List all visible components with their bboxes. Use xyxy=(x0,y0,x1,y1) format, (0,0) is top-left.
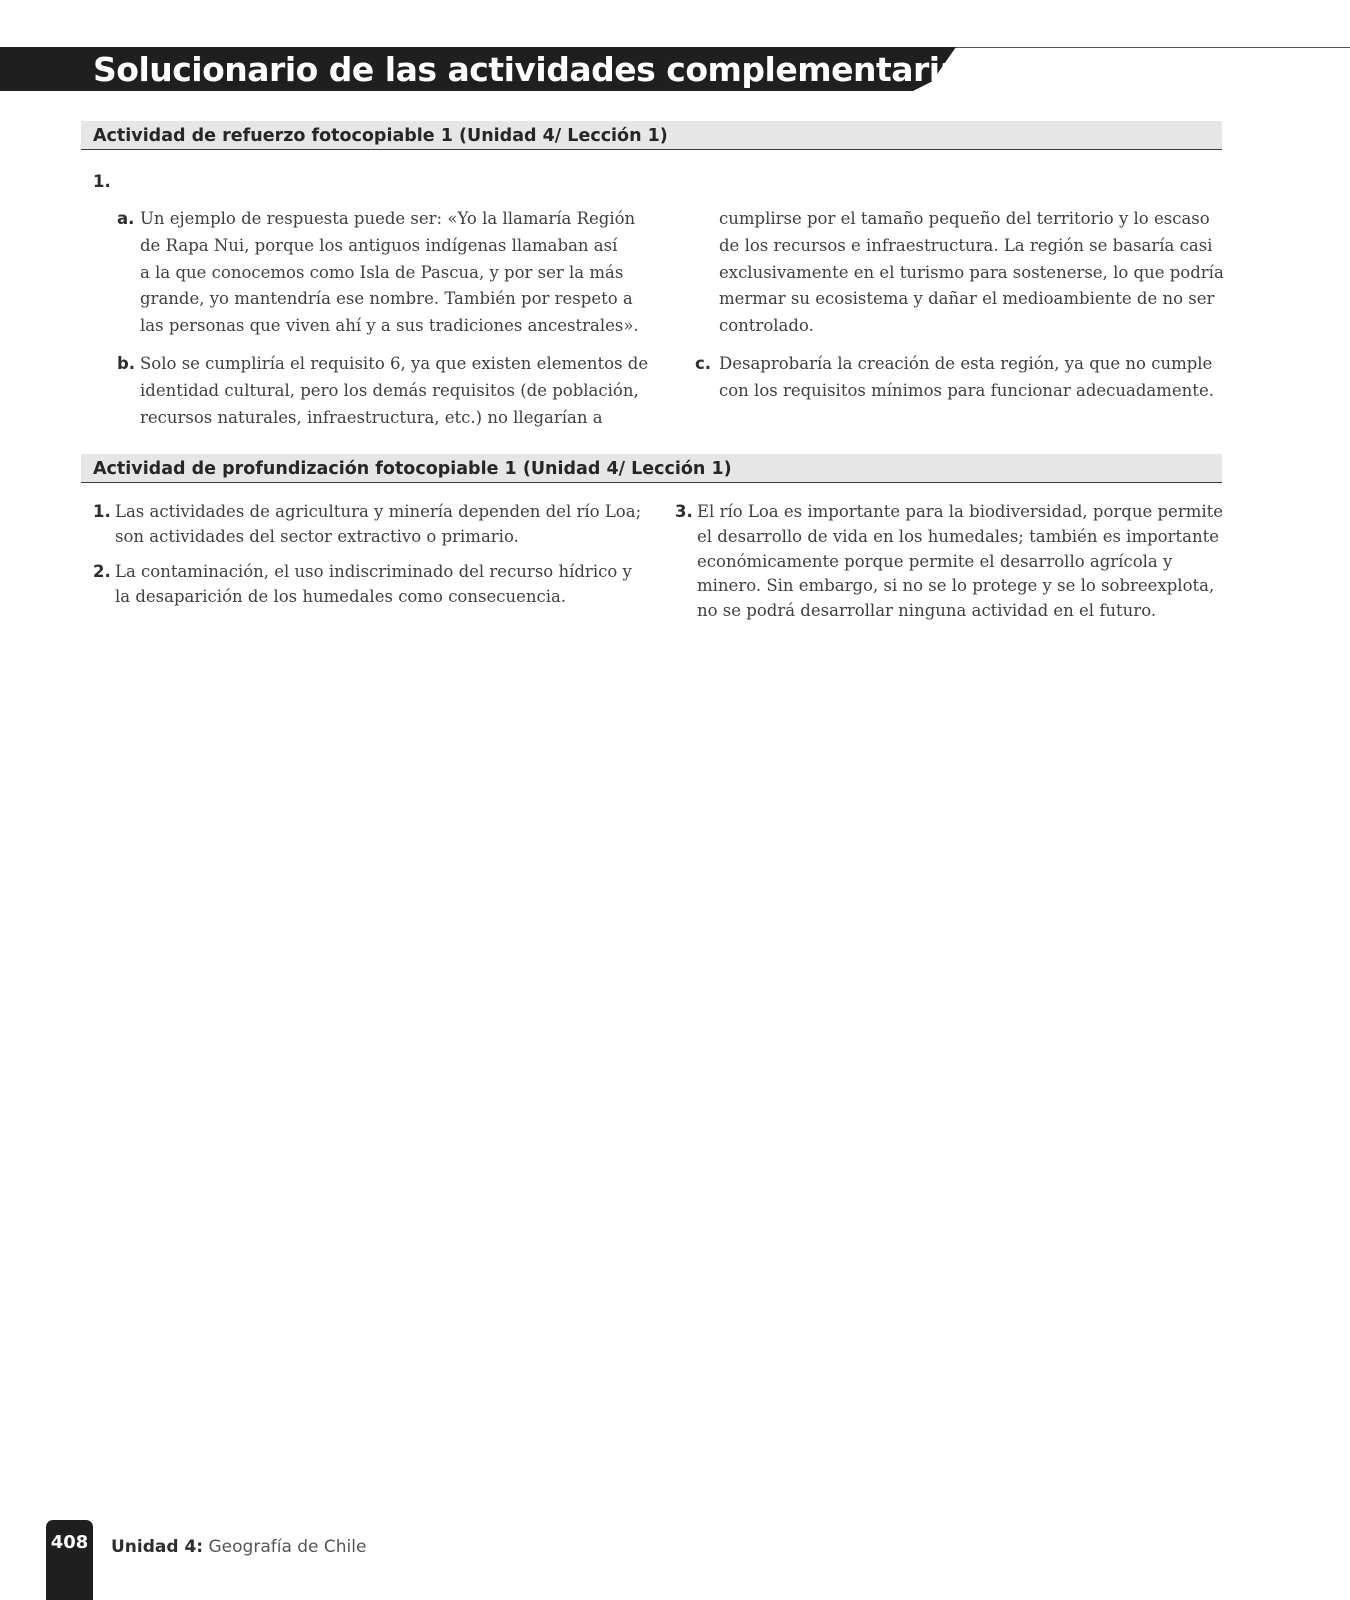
answer-a-line: las personas que viven ahí y a sus tradiciones ancestrales». xyxy=(140,316,639,336)
answer-3-line: El río Loa es importante para la biodiversidad, porque permite xyxy=(697,502,1224,521)
answer-c xyxy=(719,351,1214,405)
answer-b-line: recursos naturales, infraestructura, etc.) no llegarían a xyxy=(140,407,603,427)
answer-a-line: Un ejemplo de respuesta puede ser: «Yo la llamaría Región xyxy=(140,209,636,228)
answer-3-line: minero. Sin embargo, si no se lo protege y se lo sobreexplota, xyxy=(697,576,1215,596)
answer-1 xyxy=(115,500,641,550)
answer-2 xyxy=(115,560,632,610)
answer-c-line: con los requisitos mínimos para funcionar adecuadamente. xyxy=(719,380,1214,400)
answer-3-line: económicamente porque permite el desarrollo agrícola y xyxy=(697,551,1173,571)
answer-3 xyxy=(697,500,1223,624)
answer-b-line: mermar su ecosistema y dañar el medioambiente de no ser xyxy=(719,289,1215,309)
answer-b-continuation xyxy=(719,206,1224,340)
page-number: 408 xyxy=(50,1532,89,1553)
page-title: Solucionario de las actividades complementarias xyxy=(93,50,981,89)
answer-a-line: a la que conocemos como Isla de Pascua, y por ser la más xyxy=(140,262,624,282)
answer-3-line: no se podrá desarrollar ninguna actividad en el futuro. xyxy=(697,601,1157,621)
answer-b-line: exclusivamente en el turismo para sostenerse, lo que podría xyxy=(719,262,1224,282)
item-marker-b: b. xyxy=(117,354,136,373)
footer-unit-info xyxy=(111,1537,366,1557)
answer-a-line: grande, yo mantendría ese nombre. También por respeto a xyxy=(140,289,633,309)
answer-3-line: el desarrollo de vida en los humedales; también es importante xyxy=(697,526,1219,546)
answer-a xyxy=(140,206,639,340)
section-header-profundizacion: Actividad de profundización fotocopiable 1 (Unidad 4/ Lección 1) xyxy=(81,454,1222,483)
item-number: 1. xyxy=(93,172,111,191)
answer-2-line: la desaparición de los humedales como consecuencia. xyxy=(115,586,567,606)
item-marker-c: c. xyxy=(695,354,712,373)
footer-unit-label: Unidad 4: xyxy=(111,1537,204,1557)
answer-1-line: son actividades del sector extractivo o primario. xyxy=(115,526,519,546)
answer-2-line: La contaminación, el uso indiscriminado del recurso hídrico y xyxy=(115,562,632,581)
answer-b-line: identidad cultural, pero los demás requisitos (de población, xyxy=(140,380,639,400)
title-rule xyxy=(930,47,1350,48)
item-marker-1: 1. xyxy=(93,502,111,521)
item-marker-3: 3. xyxy=(675,502,693,521)
footer-unit-title: Geografía de Chile xyxy=(208,1537,367,1557)
answer-b-line: cumplirse por el tamaño pequeño del territorio y lo escaso xyxy=(719,209,1210,228)
answer-b xyxy=(140,351,648,431)
answer-b-line: controlado. xyxy=(719,316,814,336)
answer-a-line: de Rapa Nui, porque los antiguos indígenas llamaban así xyxy=(140,235,618,255)
answer-b-line: de los recursos e infraestructura. La región se basaría casi xyxy=(719,235,1213,255)
item-marker-a: a. xyxy=(117,209,135,228)
item-marker-2: 2. xyxy=(93,562,111,581)
answer-1-line: Las actividades de agricultura y minería dependen del río Loa; xyxy=(115,502,642,521)
section-header-refuerzo: Actividad de refuerzo fotocopiable 1 (Unidad 4/ Lección 1) xyxy=(81,121,1222,150)
answer-b-line: Solo se cumpliría el requisito 6, ya que existen elementos de xyxy=(140,354,649,373)
answer-c-line: Desaprobaría la creación de esta región, ya que no cumple xyxy=(719,354,1213,373)
